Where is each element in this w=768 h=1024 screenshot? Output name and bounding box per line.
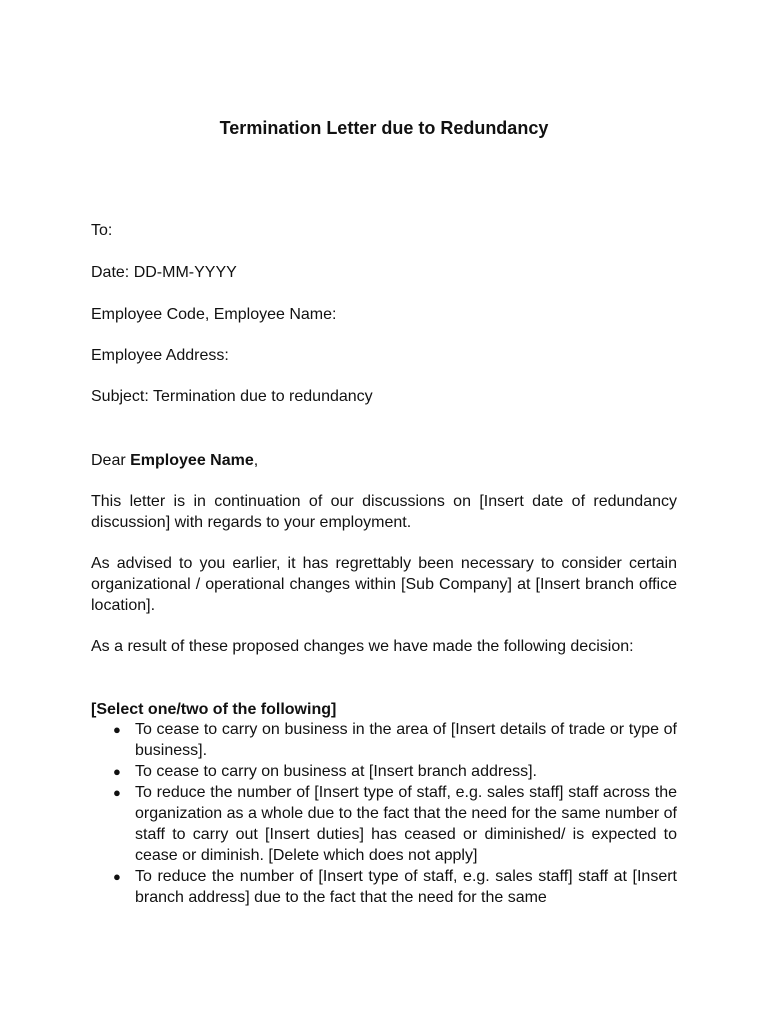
- list-item-text: To reduce the number of [Insert type of staff, e.g. sales staff] staff across the organization as a whole due to the fact that the need for the same number of staff to carry out [Insert duties] has ceased or diminished/ is expected to cease or diminish. [Delete which does not apply]: [135, 784, 677, 864]
- select-heading: [Select one/two of the following]: [91, 701, 337, 718]
- paragraph-continuation: This letter is in continuation of our discussions on [Insert date of redundancy discussion] with regards to your employment.: [91, 493, 677, 531]
- to-line: To:: [91, 222, 113, 239]
- list-item: [91, 719, 677, 761]
- employee-address-line: Employee Address:: [91, 347, 229, 364]
- subject-line: Subject: Termination due to redundancy: [91, 388, 373, 405]
- paragraph-advised: As advised to you earlier, it has regrettably been necessary to consider certain organizational / operational changes within [Sub Company] at [Insert branch office location].: [91, 555, 677, 614]
- bullet-icon: ●: [113, 722, 121, 737]
- list-item: [91, 761, 677, 782]
- employee-code-line: Employee Code, Employee Name:: [91, 306, 337, 323]
- document-title: Termination Letter due to Redundancy: [219, 118, 549, 138]
- list-item-text: To cease to carry on business in the area of [Insert details of trade or type of business].: [135, 721, 677, 759]
- decision-list: [91, 719, 677, 908]
- list-item: [91, 866, 677, 908]
- salutation-prefix: Dear: [91, 452, 131, 469]
- bullet-icon: ●: [113, 869, 121, 884]
- salutation-name: Employee Name: [130, 452, 254, 469]
- list-item: [91, 782, 677, 866]
- list-item-text: To cease to carry on business at [Insert branch address].: [135, 763, 537, 780]
- bullet-icon: ●: [113, 785, 121, 800]
- list-item-text: To reduce the number of [Insert type of staff, e.g. sales staff] staff at [Insert branch address] due to the fact that the need for the same: [135, 868, 677, 906]
- date-line: Date: DD-MM-YYYY: [91, 264, 237, 281]
- paragraph-decision: As a result of these proposed changes we have made the following decision:: [91, 638, 634, 655]
- salutation-suffix: ,: [253, 452, 259, 469]
- salutation: [91, 450, 258, 471]
- bullet-icon: ●: [113, 764, 121, 779]
